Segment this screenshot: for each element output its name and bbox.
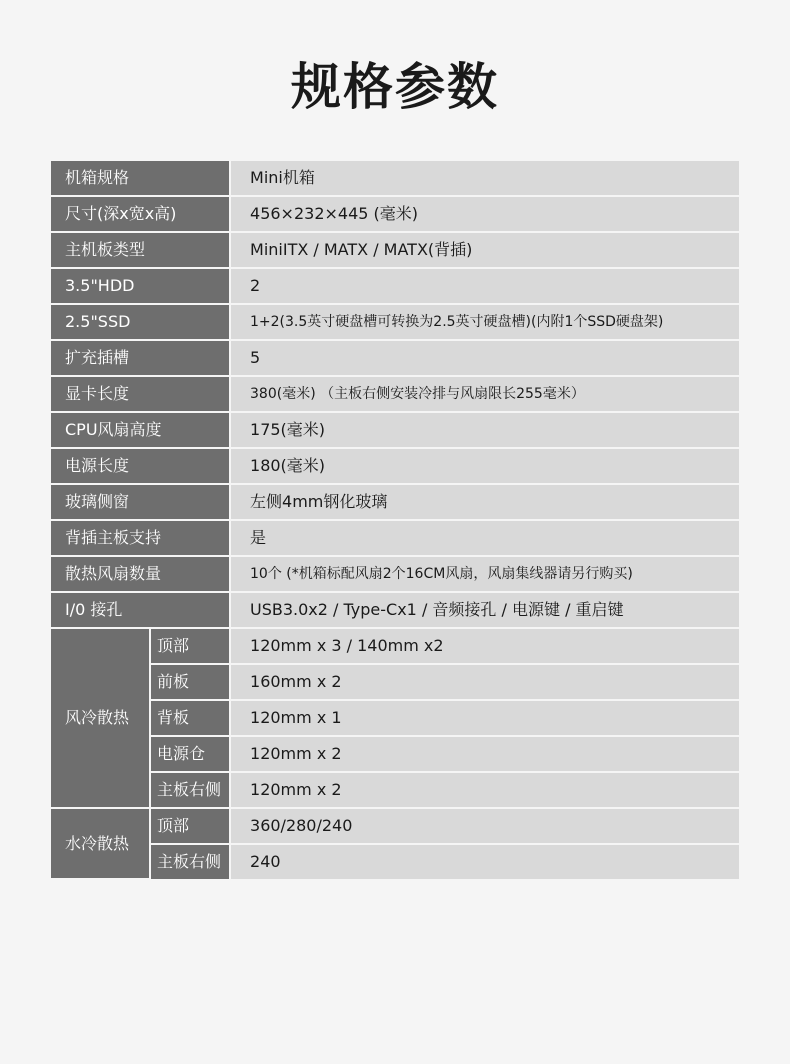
table-row bbox=[51, 448, 739, 484]
spec-value: USB3.0x2 / Type-Cx1 / 音频接孔 / 电源键 / 重启键 bbox=[230, 592, 739, 628]
table-row bbox=[51, 232, 739, 268]
table-row bbox=[51, 556, 739, 592]
spec-value: 120mm x 1 bbox=[230, 700, 739, 736]
table-row bbox=[51, 520, 739, 556]
spec-value: 左侧4mm钢化玻璃 bbox=[230, 484, 739, 520]
table-row bbox=[51, 412, 739, 448]
spec-value: 是 bbox=[230, 520, 739, 556]
table-row bbox=[51, 736, 739, 772]
spec-sublabel: 电源仓 bbox=[150, 736, 230, 772]
spec-label: 电源长度 bbox=[51, 448, 230, 484]
table-row bbox=[51, 484, 739, 520]
spec-label: I/0 接孔 bbox=[51, 592, 230, 628]
table-row bbox=[51, 844, 739, 879]
spec-value: 175(毫米) bbox=[230, 412, 739, 448]
spec-label: 2.5"SSD bbox=[51, 304, 230, 340]
spec-value: MiniITX / MATX / MATX(背插) bbox=[230, 232, 739, 268]
table-row bbox=[51, 592, 739, 628]
page-title: 规格参数 bbox=[291, 58, 499, 116]
table-row bbox=[51, 268, 739, 304]
air-cooling-group-label: 风冷散热 bbox=[51, 628, 150, 808]
spec-value: 120mm x 2 bbox=[230, 736, 739, 772]
spec-label: 背插主板支持 bbox=[51, 520, 230, 556]
spec-label: 散热风扇数量 bbox=[51, 556, 230, 592]
spec-sublabel: 主板右侧 bbox=[150, 772, 230, 808]
spec-value: 380(毫米) （主板右侧安装冷排与风扇限长255毫米） bbox=[230, 376, 739, 412]
spec-value: 180(毫米) bbox=[230, 448, 739, 484]
table-row bbox=[51, 772, 739, 808]
spec-table bbox=[51, 161, 739, 880]
table-row bbox=[51, 340, 739, 376]
table-row bbox=[51, 808, 739, 844]
spec-value: 10个 (*机箱标配风扇2个16CM风扇，风扇集线器请另行购买) bbox=[230, 556, 739, 592]
table-row bbox=[51, 304, 739, 340]
spec-value: 1+2(3.5英寸硬盘槽可转换为2.5英寸硬盘槽)(内附1个SSD硬盘架) bbox=[230, 304, 739, 340]
spec-value: 5 bbox=[230, 340, 739, 376]
spec-value: Mini机箱 bbox=[230, 161, 739, 196]
spec-label: 玻璃侧窗 bbox=[51, 484, 230, 520]
spec-label: 显卡长度 bbox=[51, 376, 230, 412]
table-row bbox=[51, 628, 739, 664]
spec-sublabel: 主板右侧 bbox=[150, 844, 230, 879]
table-row bbox=[51, 196, 739, 232]
spec-sublabel: 顶部 bbox=[150, 628, 230, 664]
spec-value: 240 bbox=[230, 844, 739, 879]
spec-label: 机箱规格 bbox=[51, 161, 230, 196]
spec-label: 扩充插槽 bbox=[51, 340, 230, 376]
table-row bbox=[51, 376, 739, 412]
spec-label: CPU风扇高度 bbox=[51, 412, 230, 448]
spec-label: 尺寸(深x宽x高) bbox=[51, 196, 230, 232]
table-row bbox=[51, 161, 739, 196]
water-cooling-group-label: 水冷散热 bbox=[51, 808, 150, 879]
spec-label: 主机板类型 bbox=[51, 232, 230, 268]
table-row bbox=[51, 700, 739, 736]
spec-sublabel: 背板 bbox=[150, 700, 230, 736]
spec-value: 160mm x 2 bbox=[230, 664, 739, 700]
spec-value: 120mm x 3 / 140mm x2 bbox=[230, 628, 739, 664]
spec-value: 2 bbox=[230, 268, 739, 304]
table-row bbox=[51, 664, 739, 700]
spec-value: 120mm x 2 bbox=[230, 772, 739, 808]
spec-value: 456×232×445 (毫米) bbox=[230, 196, 739, 232]
spec-value: 360/280/240 bbox=[230, 808, 739, 844]
spec-label: 3.5"HDD bbox=[51, 268, 230, 304]
spec-sublabel: 顶部 bbox=[150, 808, 230, 844]
spec-sublabel: 前板 bbox=[150, 664, 230, 700]
